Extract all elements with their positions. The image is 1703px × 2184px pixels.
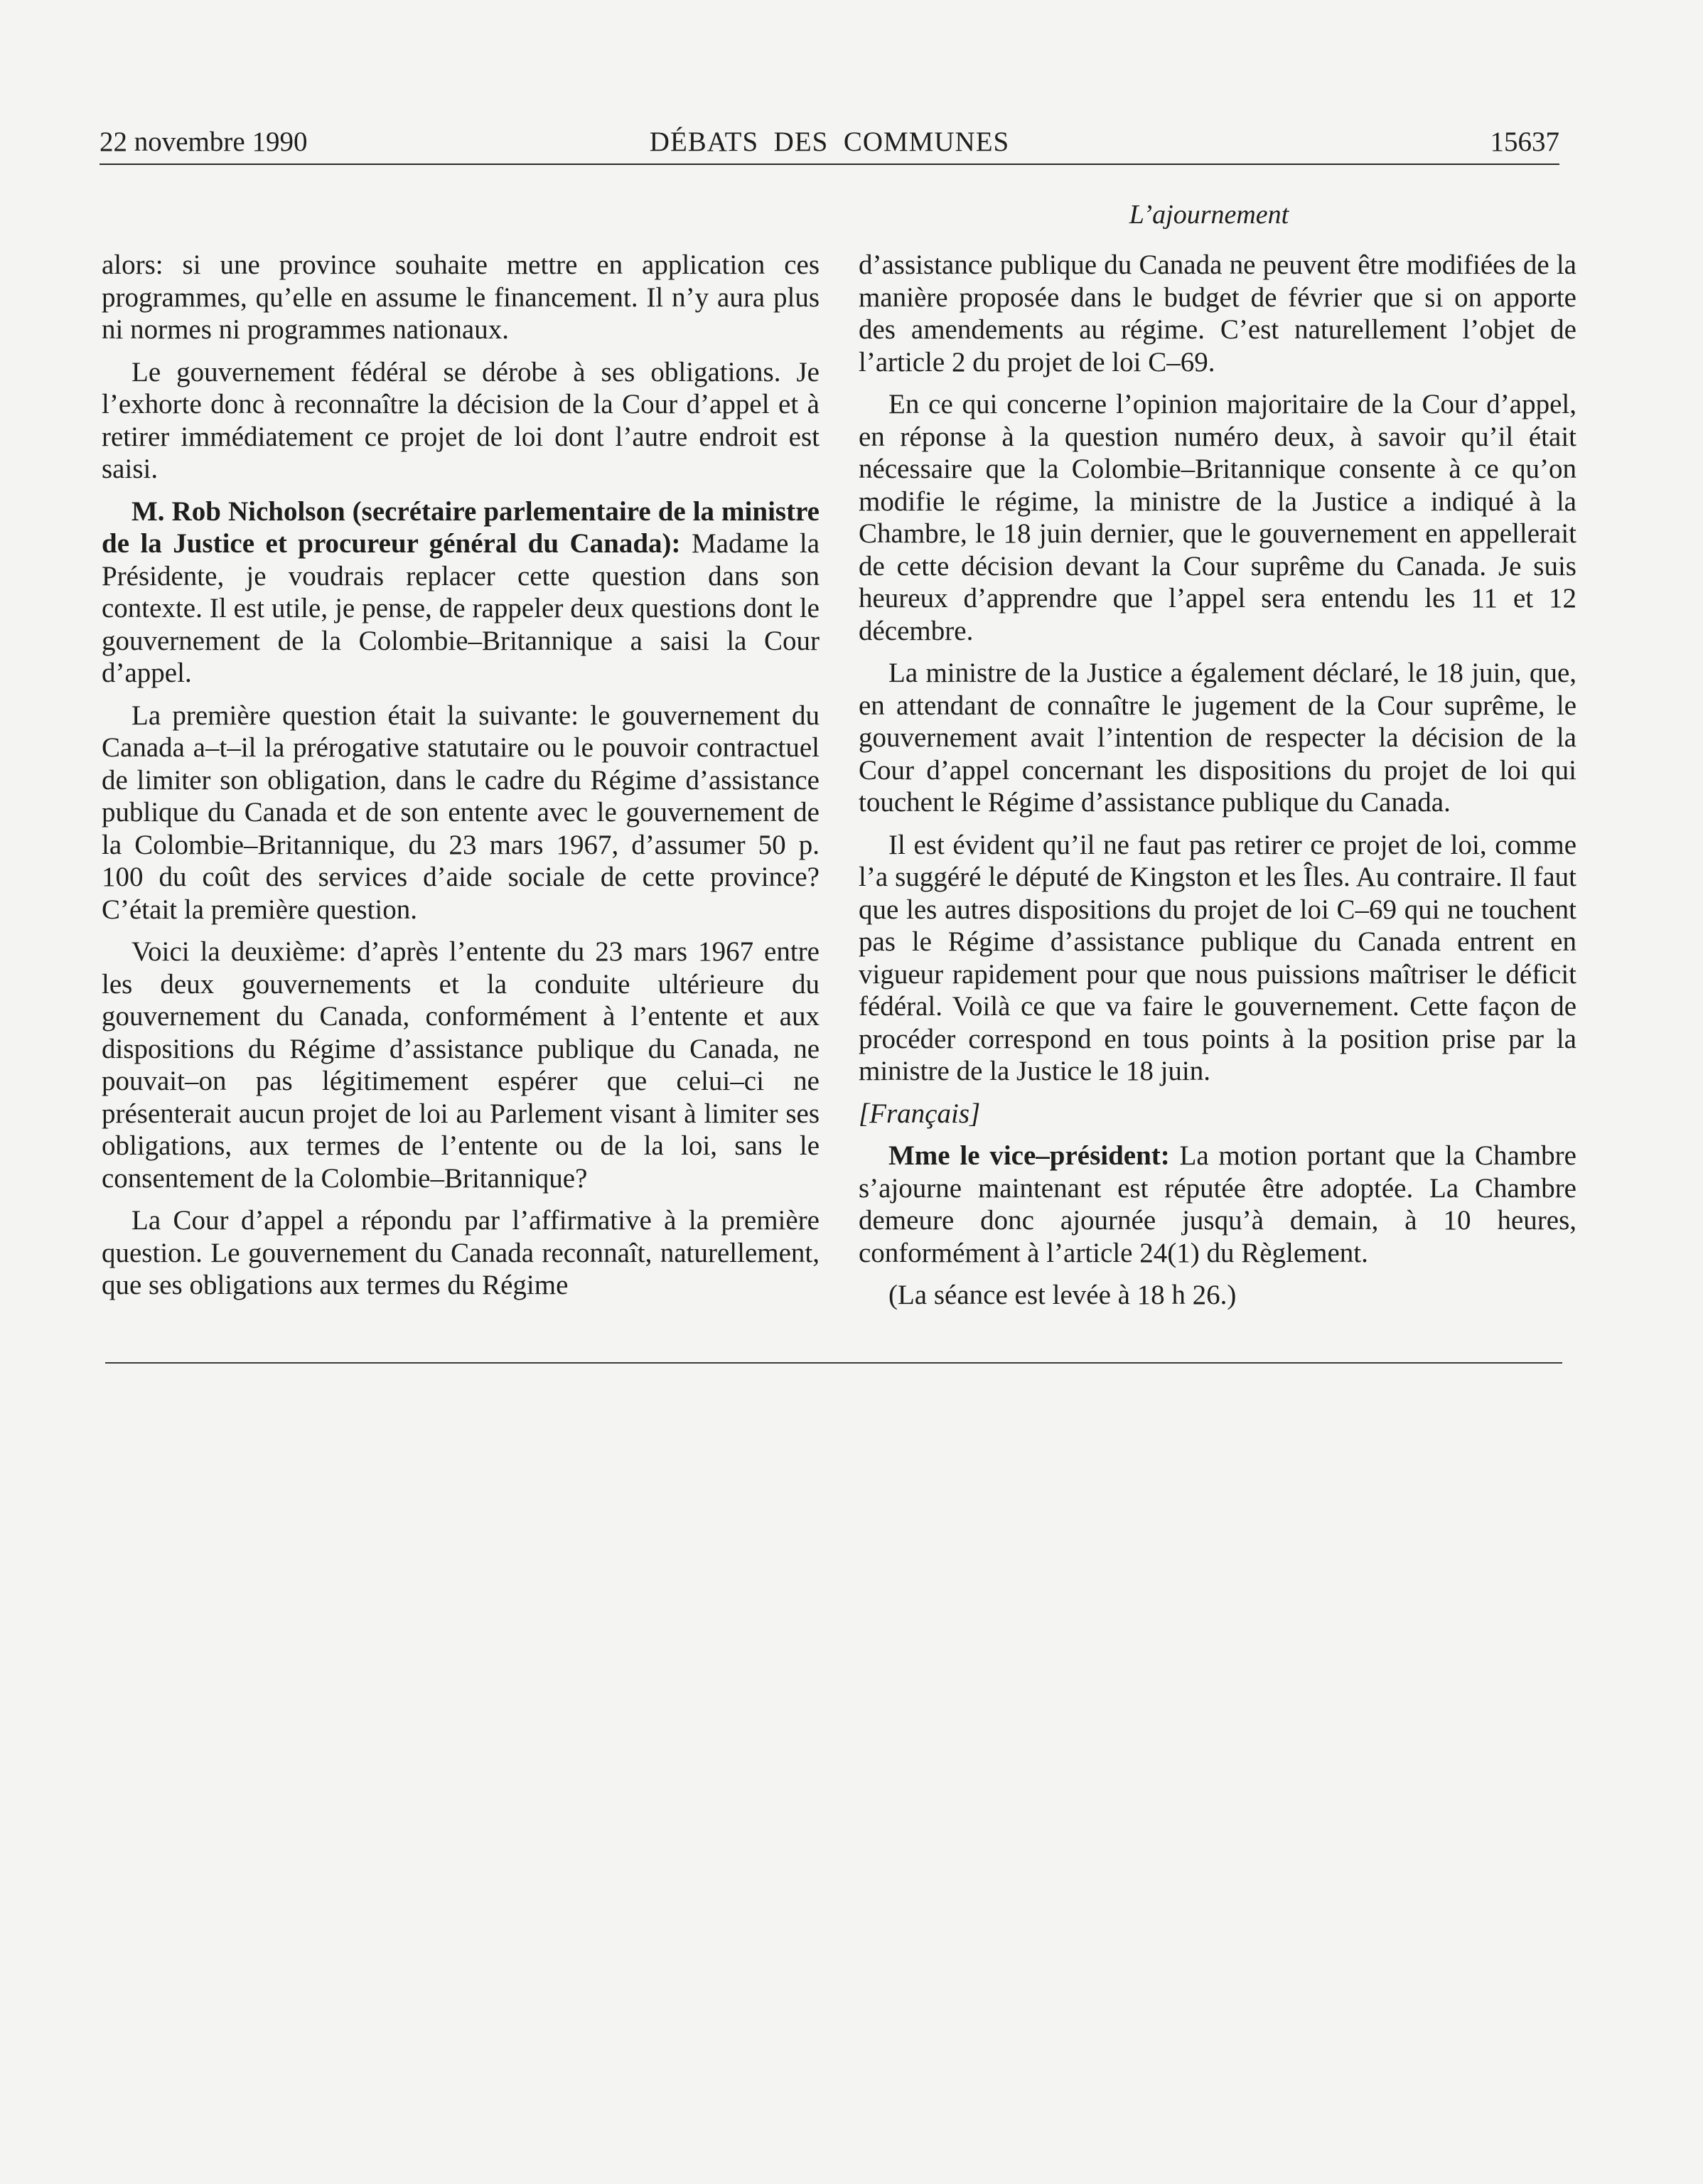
header-date: 22 novembre 1990	[100, 127, 308, 157]
paragraph: En ce qui concerne l’opinion majoritaire de la Cour d’appel, en réponse à la question numéro deux, à savoir qu’il était nécessaire que la Colombie–Britannique consente à ce qu’on modifie le régime, la ministre de la Justice a indiqué à la Chambre, le 18 juin dernier, que le gouvernement en appellerait de cette décision devant la Cour suprême du Canada. Je suis heureux d’apprendre que l’appel sera entendu les 11 et 12 décembre.	[859, 389, 1576, 646]
right-column	[859, 249, 1576, 1322]
paragraph	[859, 1140, 1576, 1269]
page-header	[100, 122, 1559, 162]
paragraph: Voici la deuxième: d’après l’entente du 23 mars 1967 entre les deux gouvernements et la conduite ultérieure du gouvernement du Canada, conformément à l’entente et aux dispositions du Régime d’assistance publique du Canada, ne pouvait–on pas légitimement espérer que celui–ci ne présenterait aucun projet de loi au Parlement visant à limiter ses obligations, aux termes de l’entente ou de la loi, sans le consentement de la Colombie–Britannique?	[102, 936, 820, 1194]
paragraph: La première question était la suivante: le gouvernement du Canada a–t–il la prérogative statutaire ou le pouvoir contractuel de limiter son obligation, dans le cadre du Régime d’assistance publique du Canada et de son entente avec le gouvernement de la Colombie–Britannique, du 23 mars 1967, d’assumer 50 p. 100 du coût des services d’aide sociale de cette province? C’était la première question.	[102, 700, 820, 925]
section-title: L’ajournement	[1129, 200, 1289, 230]
speech-text: Madame la Présidente, je voudrais replacer cette question dans son contexte. Il est utile, je pense, de rappeler deux questions dont le gouvernement de la Colombie–Britannique a saisi la Cour d’appel.	[102, 528, 820, 688]
paragraph: Le gouvernement fédéral se dérobe à ses obligations. Je l’exhorte donc à reconnaître la décision de la Cour d’appel et à retirer immédiatement ce projet de loi dont l’autre endroit est saisi.	[102, 356, 820, 484]
left-column	[102, 249, 820, 1312]
paragraph: alors: si une province souhaite mettre en application ces programmes, qu’elle en assume le financement. Il n’y aura plus ni normes ni programmes nationaux.	[102, 250, 820, 345]
paragraph	[102, 496, 820, 690]
header-page-number: 15637	[1490, 127, 1559, 157]
header-rule	[100, 164, 1559, 165]
end-rule	[105, 1362, 1562, 1364]
speech-text: La motion portant que la Chambre s’ajourne maintenant est réputée être adoptée. La Chambre demeure donc ajournée jusqu’à demain, à 10 heures, conformément à l’article 24(1) du Règlement.	[859, 1140, 1576, 1268]
paragraph: Il est évident qu’il ne faut pas retirer ce projet de loi, comme l’a suggéré le député de Kingston et les Îles. Au contraire. Il faut que les autres dispositions du projet de loi C–69 qui ne touchent pas le Régime d’assistance publique du Canada entrent en vigueur rapidement pour que nous puissions maîtriser le déficit fédéral. Voilà ce que va faire le gouvernement. Cette façon de procéder correspond en tous points à la position prise par la ministre de la Justice le 18 juin.	[859, 829, 1576, 1086]
paragraph: La Cour d’appel a répondu par l’affirmative à la première question. Le gouvernement du Canada reconnaît, naturellement, que ses obligations aux termes du Régime	[102, 1205, 820, 1300]
language-tag: [Français]	[859, 1098, 981, 1129]
speaker-name: Mme le vice–président:	[888, 1140, 1170, 1171]
paragraph: d’assistance publique du Canada ne peuvent être modifiées de la manière proposée dans le budget de février que si on apporte des amendements au régime. C’est naturellement l’objet de l’article 2 du projet de loi C–69.	[859, 250, 1576, 378]
speaker-name: M. Rob Nicholson (secrétaire parlementaire de la ministre de la Justice et procureur général du Canada):	[102, 496, 820, 559]
paragraph: La ministre de la Justice a également déclaré, le 18 juin, que, en attendant de connaître le jugement de la Cour suprême, le gouvernement avait l’intention de respecter la décision de la Cour d’appel concernant les dispositions du projet de loi qui touchent le Régime d’assistance publique du Canada.	[859, 658, 1576, 818]
header-title: DÉBATS DES COMMUNES	[649, 127, 1010, 157]
paragraph: (La séance est levée à 18 h 26.)	[888, 1280, 1237, 1310]
